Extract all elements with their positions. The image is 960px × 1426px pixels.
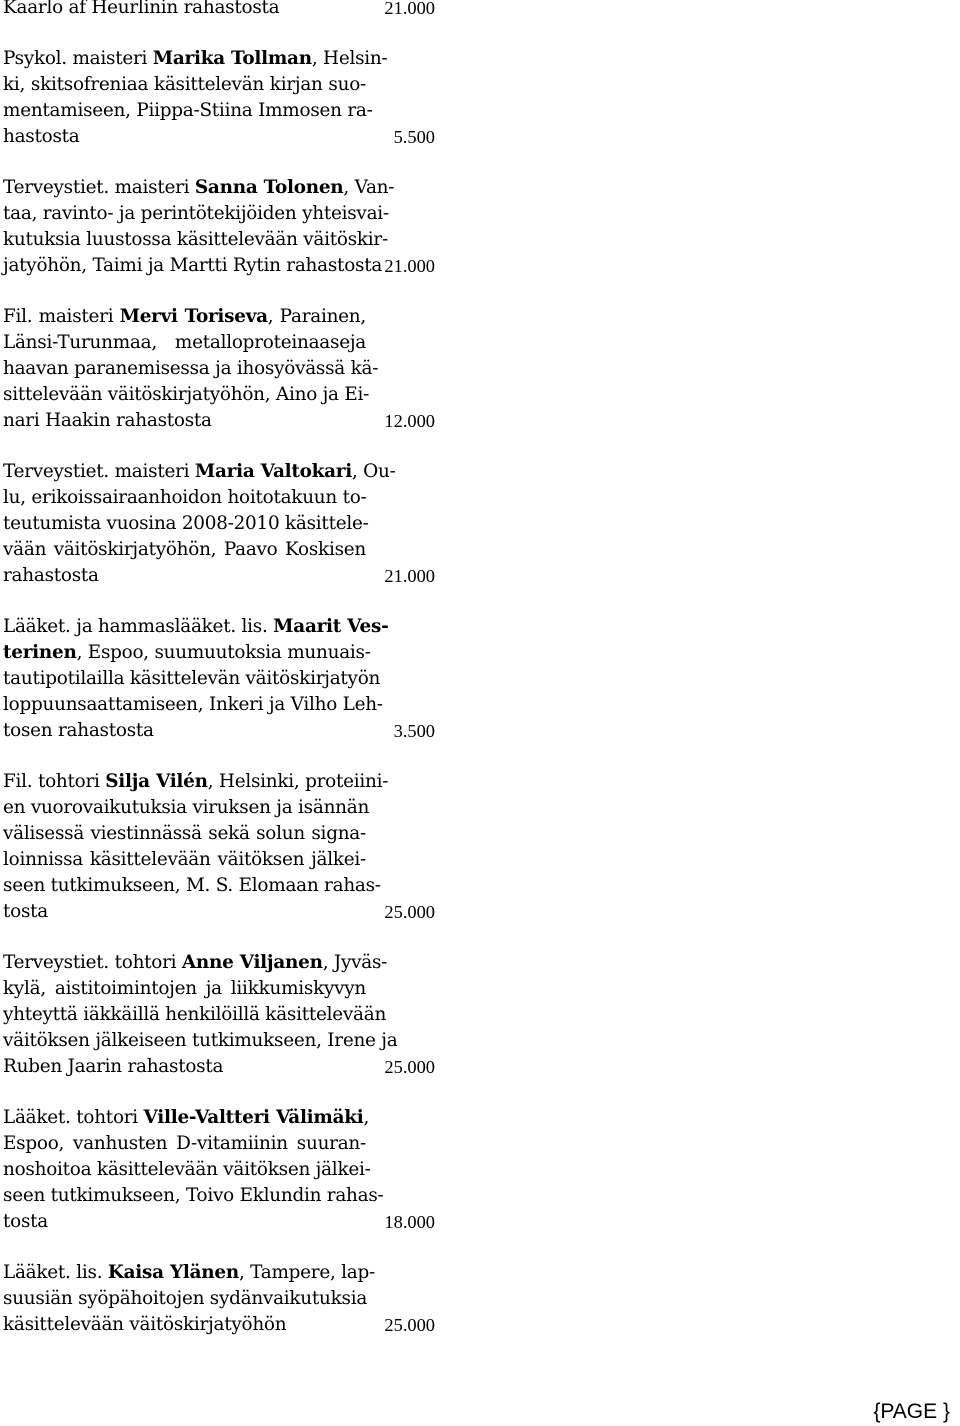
grant-text-line: Espoo, vanhusten D-vitamiinin suuran-: [3, 1133, 366, 1154]
grant-text-line: seen tutkimukseen, M. S. Elomaan rahas-: [3, 875, 381, 896]
grant-text-line: jatyöhön, Taimi ja Martti Rytin rahastosta: [3, 255, 383, 276]
grant-amount: 12.000: [384, 411, 435, 431]
grant-text-line: tosta: [3, 901, 49, 922]
grant-text-line: tautipotilailla käsittelevän väitöskirjatyön: [3, 668, 381, 689]
grant-text-line: mentamiseen, Piippa-Stiina Immosen ra-: [3, 100, 373, 121]
grant-amount: 21.000: [384, 0, 435, 18]
grant-text-line: Psykol. maisteri Marika Tollman, Helsin-: [3, 48, 388, 69]
grant-text-line: Ruben Jaarin rahastosta: [3, 1056, 224, 1077]
grant-text-line: Terveystiet. maisteri Maria Valtokari, Ou-: [3, 461, 396, 482]
grant-text-line: välisessä viestinnässä sekä solun signa-: [3, 823, 366, 844]
grant-text-line: Fil. tohtori Silja Vilén, Helsinki, proteiini-: [3, 771, 389, 792]
grant-text-line: loppuunsaattamiseen, Inkeri ja Vilho Leh-: [3, 694, 383, 715]
grant-text-line: sittelevään väitöskirjatyöhön, Aino ja Ei-: [3, 384, 370, 405]
grant-text-line: vään väitöskirjatyöhön, Paavo Koskisen: [3, 539, 366, 560]
grant-amount: 21.000: [384, 566, 435, 586]
grant-amount: 18.000: [384, 1212, 435, 1232]
grant-text-line: suusiän syöpähoitojen sydänvaikutuksia: [3, 1288, 368, 1309]
grant-text-line: Fil. maisteri Mervi Toriseva, Parainen,: [3, 306, 366, 327]
grant-amount: 21.000: [384, 256, 435, 276]
grant-amount: 3.500: [393, 721, 435, 741]
grant-text-line: käsittelevään väitöskirjatyöhön: [3, 1314, 287, 1335]
grant-text-line: lu, erikoissairaanhoidon hoitotakuun to-: [3, 487, 367, 508]
grant-text-line: teutumista vuosina 2008-2010 käsittele-: [3, 513, 369, 534]
grant-text-line: en vuorovaikutuksia viruksen ja isännän: [3, 797, 370, 818]
grant-text-line: ki, skitsofreniaa käsittelevän kirjan suo-: [3, 74, 366, 95]
grant-text-line: haavan paranemisessa ja ihosyövässä kä-: [3, 358, 379, 379]
page-number-field: {PAGE }: [873, 1400, 950, 1423]
grant-text-line: Lääket. ja hammaslääket. lis. Maarit Ves-: [3, 616, 389, 637]
grant-text-line: Kaarlo af Heurlinin rahastosta: [3, 0, 280, 18]
grant-text-line: nari Haakin rahastosta: [3, 410, 212, 431]
grant-amount: 25.000: [384, 902, 435, 922]
grant-amount: 25.000: [384, 1315, 435, 1335]
grant-text-line: yhteyttä iäkkäillä henkilöillä käsittelevään: [3, 1004, 387, 1025]
grant-text-line: seen tutkimukseen, Toivo Eklundin rahas-: [3, 1185, 384, 1206]
grant-text-line: loinnissa käsittelevään väitöksen jälkei-: [3, 849, 366, 870]
grant-text-line: kutuksia luustossa käsittelevään väitöskir-: [3, 229, 388, 250]
grant-text-line: Terveystiet. tohtori Anne Viljanen, Jyväs-: [3, 952, 388, 973]
grant-text-line: tosta: [3, 1211, 49, 1232]
grant-text-line: kylä, aistitoimintojen ja liikkumiskyvyn: [3, 978, 366, 999]
grant-text-line: taa, ravinto- ja perintötekijöiden yhteisvai-: [3, 203, 389, 224]
grant-text-line: Lääket. tohtori Ville-Valtteri Välimäki,: [3, 1107, 370, 1128]
grant-text-line: Lääket. lis. Kaisa Ylänen, Tampere, lap-: [3, 1262, 375, 1283]
grant-amount: 5.500: [393, 127, 435, 147]
grant-text-line: Länsi-Turunmaa, metalloproteinaaseja: [3, 332, 366, 353]
grant-text-line: noshoitoa käsittelevään väitöksen jälkei-: [3, 1159, 371, 1180]
grant-text-line: tosen rahastosta: [3, 720, 154, 741]
grant-text-line: rahastosta: [3, 565, 99, 586]
grant-text-line: terinen, Espoo, suumuutoksia munuais-: [3, 642, 371, 663]
grant-text-line: hastosta: [3, 126, 80, 147]
grant-amount: 25.000: [384, 1057, 435, 1077]
grant-text-line: Terveystiet. maisteri Sanna Tolonen, Van-: [3, 177, 395, 198]
grant-text-line: väitöksen jälkeiseen tutkimukseen, Irene ja: [3, 1030, 398, 1051]
